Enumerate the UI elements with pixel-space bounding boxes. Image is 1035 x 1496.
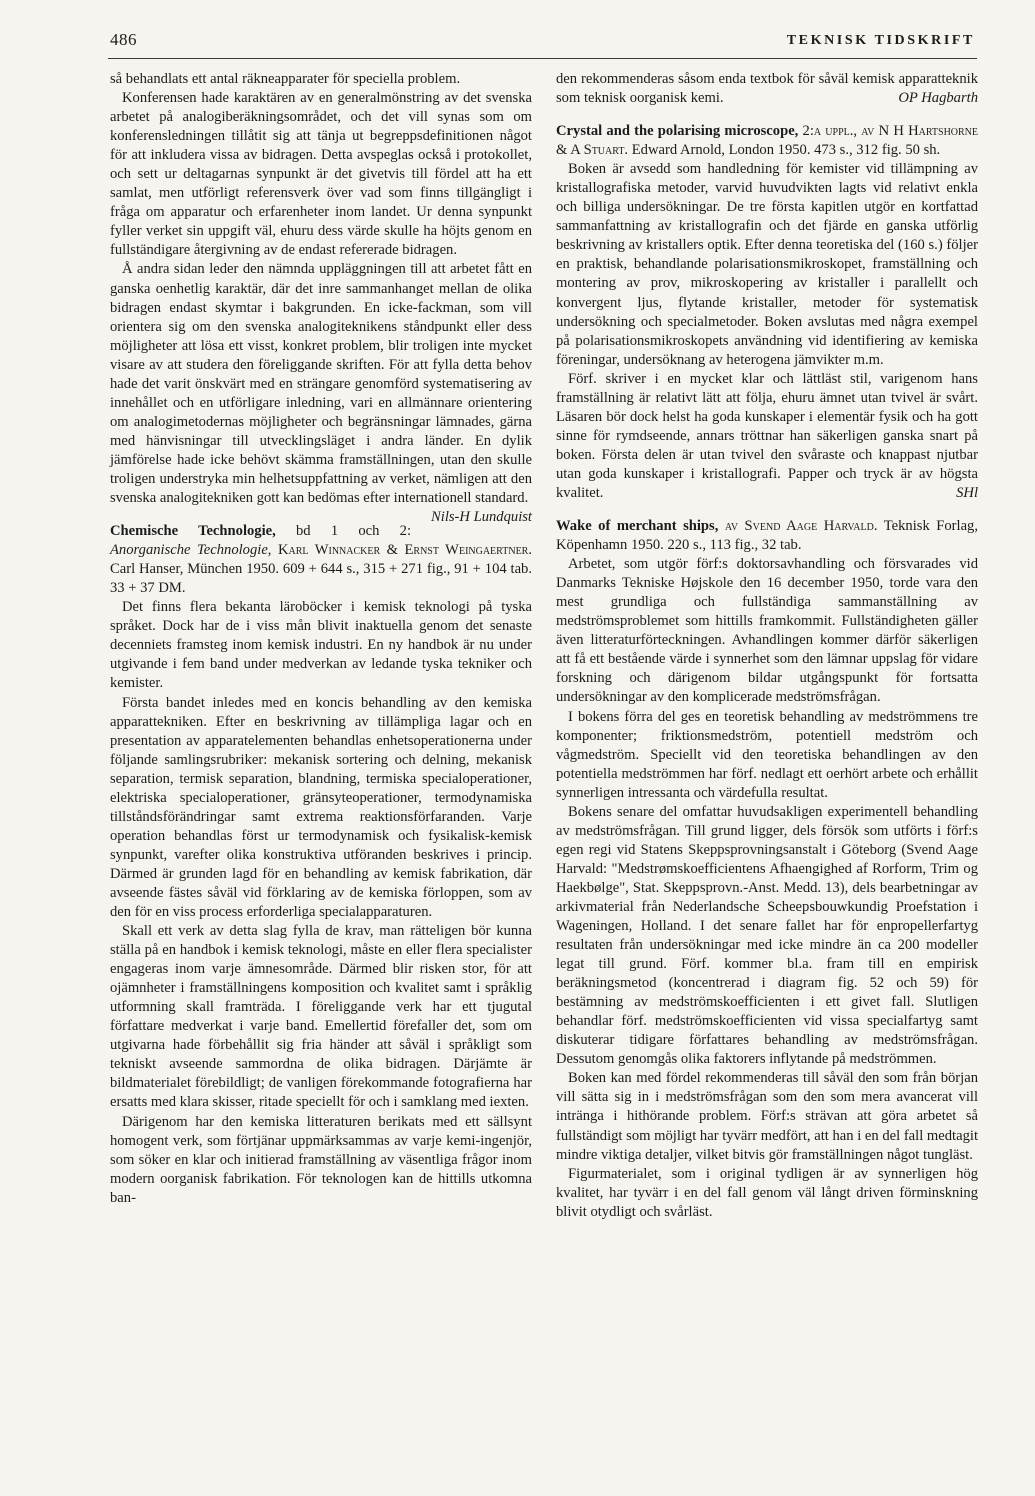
- book-authors: Karl Winnacker & Ernst Weingaertner.: [271, 542, 532, 559]
- paragraph: så behandlats ett antal räkneapparater för speciella problem.: [110, 71, 461, 87]
- volume-info: bd 1 och 2:: [275, 523, 412, 540]
- publication-info: Edward Arnold, London 1950. 473 s., 312 fig. 50 sh.: [628, 142, 941, 159]
- paragraph: Boken är avsedd som handledning för kemister vid tillämpning av kristallografiska metoder, varvid huvudvikten lagts vid relativt enkla och billiga undersökningar. De tre första kapitlen utgör en kortfattad sammanfattning av kristallografin och det fjärde en ganska utförlig beskrivning av kristallers optik. Efter denna teoretiska del (160 s.) följer en praktisk, behandlande polarisationsmikroskopet, framställning och montering av prov, mikroskopering av kristaller i parallellt och konvergent ljus, flytande kristaller, metoder för systematisk undersökning och specialmetoder. Boken avslutas med några exempel på polarisationsmikroskopets användning vid identifiering av kemiska föreningar, undersöknang av heterogena jämvikter m.m.: [556, 161, 978, 368]
- reviewer-signature: SHl: [956, 484, 978, 501]
- publication-info: Teknisk Forlag, Köpenhamn 1950. 220 s., 113 fig., 32 tab.: [556, 518, 978, 554]
- publication-info: Carl Hanser, München 1950. 609 + 644 s., 315 + 271 fig., 91 + 104 tab. 33 + 37 DM.: [110, 561, 532, 597]
- paragraph: I bokens förra del ges en teoretisk behandling av medströmmens tre komponenter; friktionsmedström, potentiell medström och vågmedström. Speciellt vid den teoretiska behandlingen av den potentiella medströmmen har förf. nedlagt ett oerhört arbete och erhållit synnerligen intressanta och värdefulla resultat.: [556, 708, 978, 801]
- paragraph-text: Förf. skriver i en mycket klar och lättläst stil, varigenom hans framställning är relativt lätt att följa, ehuru ämnet utan tvivel är svårt. Läsaren bör dock helst ha goda kunskaper i elementär fysik och ha gott sinne för rymdseende, annars tröttnar han säkerligen ganska snart på boken. Första delen är utan tvivel den svåraste och knappast njutbar utan goda kunskaper i kristallografi. Papper och tryck är av högsta kvalitet.: [556, 370, 978, 501]
- header-rule: [108, 58, 977, 59]
- paragraph: Första bandet inledes med en koncis behandling av den kemiska apparattekniken. Efter en beskrivning av tillämpliga lagar och en presentation av apparatelementen behandlas enhetsoperationerna under följande samlingsrubriker: mekanisk sortering och delning, mekanisk separation, termisk separation, blandning, termiska specialoperationer, elektriska specialoperationer, gränsyteoperationer, termodynamiska tillståndsförändringar samt extrema reaktionsförfaranden. Varje operation behandlas först ur termodynamisk och fysikalisk-kemisk synpunkt, varefter olika konstruktiva utföranden beskrives i princip. Därmed är grunden lagd för en behandling av kemisk fabrikation, där avseende fästes såväl vid förklaring av de kemiska förloppen, som av den för en viss process erforderliga specialapparaturen.: [110, 694, 532, 921]
- book-title: Chemische Technologie,: [110, 523, 276, 540]
- paragraph-text: Å andra sidan leder den nämnda uppläggningen till att arbetet fått en ganska oenhetlig karaktär, där det inre sammanhanget mellan de olika bidragen endast skymtar i bakgrunden. En icke-fackman, som vill orientera sig om den svenska analogiteknikens ståndpunkt eller dess möjligheter att lösa ett visst, konkret problem, blir troligen inte mycket visare av att studera den föreliggande skriften. För att fylla detta behov hade det varit önskvärt med en strängare genomförd systematisering av innehållet och en utförligare inledning, vari en allmännare orientering om analogimetodernas möjligheter och begränsningar lämnades, gärna med hänvisningar till utvecklingsläget i andra länder. En dylik jämförelse hade icke behövt skämma framställningen, utan den skulle troligen understryka min helhetsuppfattning av verket, nämligen att den svenska analogitekniken gott kan bedömas efter internationell standard.: [110, 261, 532, 507]
- paragraph: [556, 70, 978, 108]
- paragraph: Skall ett verk av detta slag fylla de krav, man rätteligen bör kunna ställa på en handbok i kemisk teknologi, måste en eller flera specialister engageras inom varje ämnesområde. Därmed blir risken stor, för att ojämnheter i framställningens komposition och kvalitet samt i språklig utformning skall framträda. I föreliggande verk har ett tjugutal författare medverkat i varje band. Emellertid förefaller det, som om utgivarna hade förbehållit sig fria händer att såväl i språkligt som tekniskt avseende sammordna de olika bidragen. Därjämte är bildmaterialet förebildligt; de vanligen förekommande fotografierna har ersatts med klara skisser, ritade speciellt för och i samklang med iexten.: [110, 923, 532, 1111]
- page-number: 486: [110, 30, 137, 49]
- paragraph: [556, 370, 978, 503]
- paragraph: Arbetet, som utgör förf:s doktorsavhandling och försvarades vid Danmarks Tekniske Højskole den 16 december 1950, torde vara den mest grundliga och fullständiga sammanställning av medströmsproblemet som hittills framkommit. Fullständigheten gäller även litteraturförteckningen. Avhandlingen kommer därför säkerligen att få ett bestående värde i synnerhet som den lämnar uppslag för vidare forskning och därigenom bildar utgångspunkt för fortsatta undersökningar av den komplicerade medströmsfrågan.: [556, 556, 978, 706]
- left-column: [110, 70, 532, 1208]
- reviewer-signature: OP Hagbarth: [898, 90, 978, 107]
- running-title: TEKNISK TIDSKRIFT: [786, 33, 975, 48]
- book-title: Crystal and the polarising microscope,: [556, 123, 799, 140]
- right-column: [556, 70, 978, 1222]
- review-heading: [110, 522, 532, 598]
- paragraph: Boken kan med fördel rekommenderas till såväl den som från början vill sätta sig in i medströmsfrågan som den som mera avancerat vill intränga i hithörande problem. Förf:s strävan att göra arbetet så fullständigt som möjligt har tyvärr medfört, att han i en del fall medtagit mindre viktiga detaljer, vilket bitvis gör framställningen något tungläst.: [556, 1070, 978, 1163]
- paragraph: Det finns flera bekanta läroböcker i kemisk teknologi på tyska språket. Dock har de i viss mån blivit inaktuella genom det senaste decenniets framsteg inom kemisk industri. En ny handbok är nu under utgivande i fem band under medverkan av ledande tyska tekniker och kemister.: [110, 599, 532, 692]
- paragraph-text: den rekommenderas såsom enda textbok för såväl kemisk apparatteknik som teknisk oorganisk kemi.: [556, 71, 978, 107]
- paragraph: Konferensen hade karaktären av en generalmönstring av det svenska arbetet på analogiberäkningsområdet, och det vill synas som om konferensledningen tillåtit sig att tänja ut begreppsdefinitionen något för att inkludera vissa av bidragen. Detta avspeglas också i protokollet, och sett ur deltagarnas synpunkt är det givetvis till fördel att ha ett samlat, men utförligt referensverk över vad som finns tillgängligt i fråga om apparatur och erfarenheter inom landet. Ur denna synpunkt fyller verket sin uppgift väl, ehuru dess värde skulle ha höjts genom en fullständigare återgivning av de endast refererade bidragen.: [110, 90, 532, 259]
- reviewer-signature: Nils-H Lundquist: [431, 509, 532, 526]
- book-authors: av Svend Aage Harvald.: [718, 518, 878, 535]
- book-authors: 2:a uppl., av N H Hartshorne & A Stuart.: [556, 123, 979, 159]
- book-title: Wake of merchant ships,: [556, 518, 719, 535]
- paragraph: [110, 260, 532, 526]
- paragraph: Därigenom har den kemiska litteraturen berikats med ett sällsynt homogent verk, som förtjänar uppmärksammas av varje kemi-ingenjör, som söker en klar och initierad framställning av väsentliga frågor inom modern oorganisk fabrikation. För teknologen kan de hittills utkomna ban-: [110, 1113, 532, 1206]
- paragraph: Figurmaterialet, som i original tydligen är av synnerligen hög kvalitet, har tyvärr i en del fall genom väl långt driven förminskning blivit otydligt och svårläst.: [556, 1165, 978, 1220]
- review-heading: [556, 122, 978, 160]
- book-subtitle: Anorganische Technologie,: [110, 542, 272, 559]
- review-heading: [556, 517, 978, 555]
- paragraph: Bokens senare del omfattar huvudsakligen experimentell behandling av medströmsfrågan. Till grund ligger, dels försök som utförts i förf:s egen regi vid Statens Skeppsprovningsanstalt i Göteborg (Svend Aage Harvald: "Medstrømskoefficientens Afhaengighed af Rorform, Trim og Haekbølge", Stat. Skeppsprovn.-Anst. Medd. 13), dels bearbetningar av arkivmaterial från Nederlandsche Scheepsbouwkundig Proefstation i Wageningen, Holland. I det senare fallet har för enpropellerfartyg resultaten från undersökningar med icke mindre än ca 200 modeller legat till grund. Förf. kommer bl.a. fram till en empirisk beräkningsmetod (koncentrerad i diagram fig. 52 och 59) för bestämning av medströmskoefficienten i ett givet fall. Slutligen behandlar förf. medströmskoefficienten vid vissa specialfartyg samt diskuterar tidigare författares behandling av medströmsfrågan. Dessutom genomgås olika faktorers inflytande på medströmmen.: [556, 803, 978, 1068]
